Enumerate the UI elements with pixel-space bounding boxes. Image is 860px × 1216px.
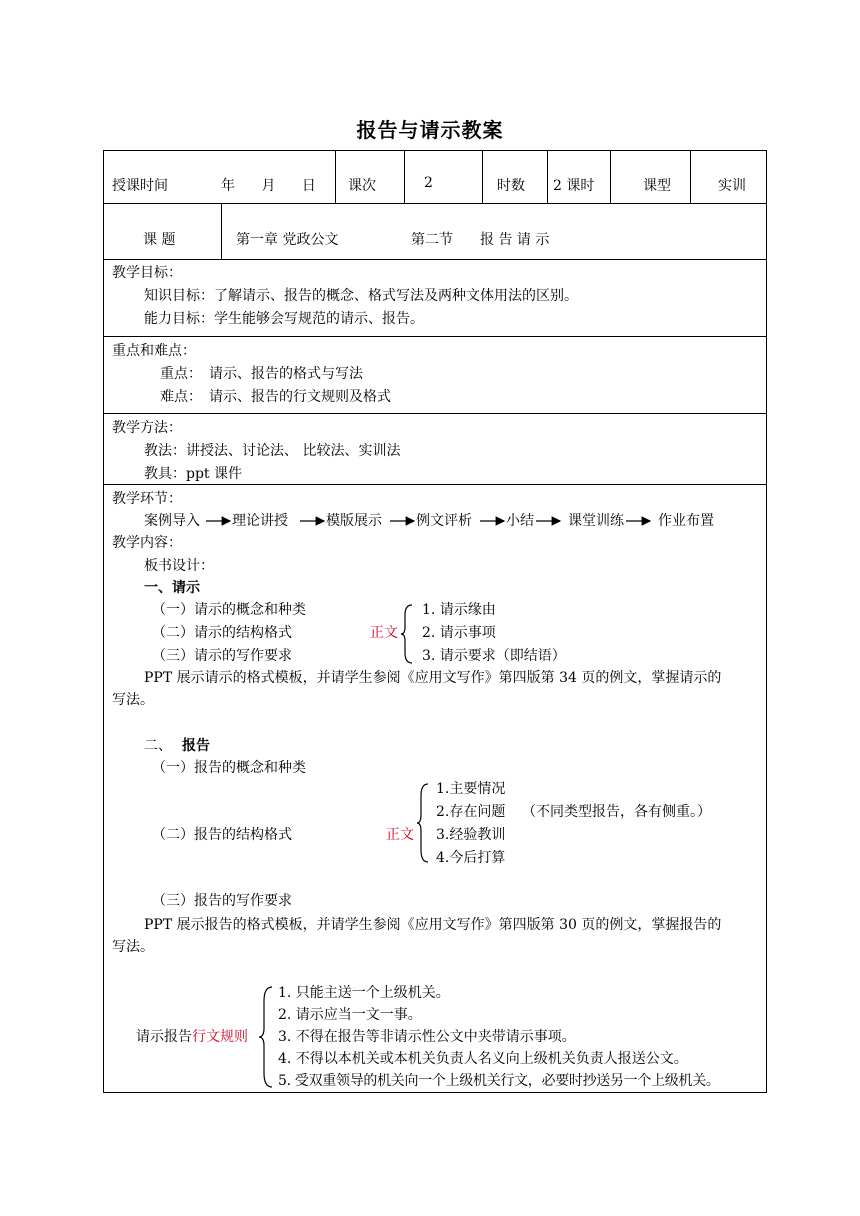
process-step-4: 例文评析 <box>416 513 472 529</box>
key-point: 重点： 请示、报告的格式与写法 <box>160 366 363 382</box>
topic-chapter: 第一章 党政公文 <box>236 232 339 248</box>
report-body-note: （不同类型报告，各有侧重。） <box>522 804 711 820</box>
type-value: 实训 <box>718 178 746 194</box>
teaching-tools: 教具：ppt 课件 <box>144 466 242 482</box>
topic-name: 报 告 请 示 <box>480 232 550 248</box>
report-heading-num: 二、 <box>144 738 172 754</box>
rule-item-4: 4. 不得以本机关或本机关负责人名义向上级机关负责人报送公文。 <box>278 1051 688 1067</box>
board-heading: 板书设计： <box>144 558 214 574</box>
process-step-5: 小结 <box>506 513 534 529</box>
lesson-value: 2 <box>424 175 433 191</box>
time-label: 授课时间 <box>112 178 168 194</box>
lesson-plan-table <box>103 150 767 1093</box>
teaching-methods: 教法：讲授法、讨论法、 比较法、实训法 <box>144 443 401 459</box>
rule-item-2: 2. 请示应当一文一事。 <box>278 1007 422 1023</box>
request-item-2: （二）请示的结构格式 <box>152 625 292 641</box>
process-step-3: 模版展示 <box>326 513 382 529</box>
request-body-item-1: 1. 请示缘由 <box>422 602 496 618</box>
process-step-6: 课堂训练 <box>568 513 624 529</box>
request-heading: 一、请示 <box>144 580 200 596</box>
document-title: 报告与请示教案 <box>356 118 504 142</box>
report-item-1: （一）报告的概念和种类 <box>152 760 306 776</box>
report-heading: 报告 <box>182 738 210 754</box>
difficult-point: 难点： 请示、报告的行文规则及格式 <box>160 389 391 405</box>
report-ppt-line-2: 写法。 <box>112 939 154 955</box>
process-step-7: 作业布置 <box>658 513 714 529</box>
report-body-label: 正文 <box>386 827 414 843</box>
hours-label: 时数 <box>497 178 525 194</box>
rules-brace-icon <box>258 985 274 1089</box>
request-ppt-line-2: 写法。 <box>112 692 154 708</box>
request-brace-icon <box>400 603 414 665</box>
process-arrows <box>104 151 766 551</box>
request-item-1: （一）请示的概念和种类 <box>152 602 306 618</box>
report-body-item-4: 4.今后打算 <box>436 850 506 866</box>
report-ppt-line-1: PPT 展示报告的格式模板，并请学生参阅《应用文写作》第四版第 30 页的例文，掌握报告的 <box>144 917 722 933</box>
type-label: 课型 <box>643 178 671 194</box>
request-ppt-line-1: PPT 展示请示的格式模板，并请学生参阅《应用文写作》第四版第 34 页的例文，掌握请示的 <box>144 670 722 686</box>
lesson-label: 课次 <box>348 178 376 194</box>
request-body-item-2: 2. 请示事项 <box>422 625 496 641</box>
request-body-item-3: 3. 请示要求（即结语） <box>422 648 566 664</box>
keypoints-heading: 重点和难点： <box>112 343 196 359</box>
methods-heading: 教学方法： <box>112 420 182 436</box>
request-body-label: 正文 <box>370 625 398 641</box>
process-heading: 教学环节： <box>112 491 182 507</box>
rules-label-prefix: 请示报告 <box>136 1029 192 1045</box>
process-step-2: 理论讲授 <box>232 513 288 529</box>
date-fields: 年 月 日 <box>221 178 316 194</box>
request-item-3: （三）请示的写作要求 <box>152 648 292 664</box>
report-item-3: （三）报告的写作要求 <box>152 893 292 909</box>
report-body-item-3: 3.经验教训 <box>436 827 506 843</box>
rule-item-3: 3. 不得在报告等非请示性公文中夹带请示事项。 <box>278 1029 576 1045</box>
hours-value: 2 课时 <box>553 178 595 194</box>
report-body-item-2: 2.存在问题 <box>436 804 506 820</box>
topic-section: 第二节 <box>411 232 453 248</box>
rules-label <box>136 1027 248 1047</box>
objective-knowledge: 知识目标：了解请示、报告的概念、格式写法及两种文体用法的区别。 <box>144 288 578 304</box>
report-item-2: （二）报告的结构格式 <box>152 827 292 843</box>
objective-ability: 能力目标：学生能够会写规范的请示、报告。 <box>144 311 424 327</box>
rules-label-red: 行文规则 <box>192 1029 248 1045</box>
topic-label: 课 题 <box>143 232 176 248</box>
rule-item-1: 1. 只能主送一个上级机关。 <box>278 985 450 1001</box>
process-step-1: 案例导入 <box>144 513 200 529</box>
report-body-item-1: 1.主要情况 <box>436 781 506 797</box>
rule-item-5: 5. 受双重领导的机关向一个上级机关行文，必要时抄送另一个上级机关。 <box>278 1073 720 1089</box>
content-heading: 教学内容： <box>112 535 182 551</box>
report-brace-icon <box>416 782 430 864</box>
objectives-heading: 教学目标： <box>112 265 182 281</box>
